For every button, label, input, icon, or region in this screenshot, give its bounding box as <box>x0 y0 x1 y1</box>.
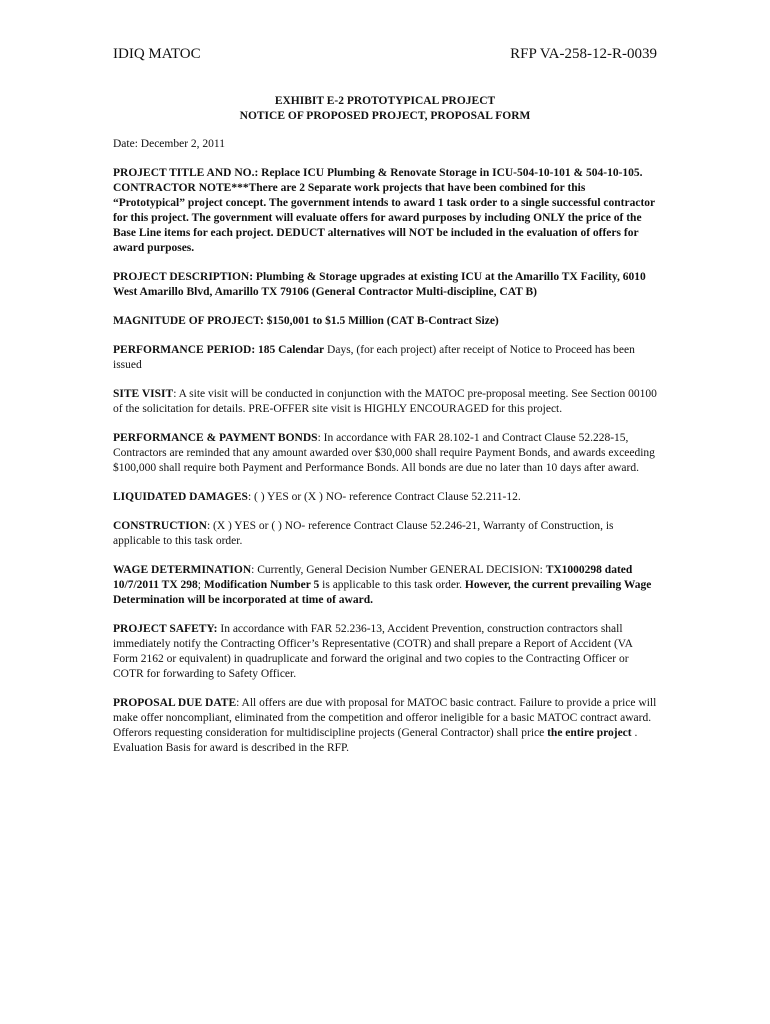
wage-text-3: is applicable to this task order. <box>319 579 465 591</box>
bonds-text: : In accordance with FAR 28.102-1 and Contract Clause 52.228-15, Contractors are reminded that any amount awarded over $30,000 shall require Payment Bonds, and awards exceeding $100,000 shall require both Payment and Performance Bonds. All bonds are due no later than 10 days after award. <box>113 432 655 474</box>
performance-period-text: Days, (for each project) after receipt of Notice to Proceed has been issued <box>113 344 635 371</box>
project-safety-section <box>113 622 658 682</box>
project-description-text: : Plumbing & Storage upgrades at existing ICU at the Amarillo TX Facility, 6010 West Amarillo Blvd, Amarillo TX 79106 (General Contractor Multi-discipline, CAT B) <box>113 271 646 298</box>
header-contract-type: IDIQ MATOC <box>113 46 201 62</box>
magnitude-label: MAGNITUDE OF PROJECT <box>113 315 260 327</box>
project-title-label: PROJECT TITLE AND NO. <box>113 167 255 179</box>
due-date-text-1: : All offers are due with proposal for MATOC basic contract. Failure to provide a price will make offer noncompliant, eliminated from the competition and offeror ineligible for a basic MATOC contract award. Offerors requesting consideration for multidiscipline projects (General Contractor) shall price <box>113 697 657 739</box>
safety-text: In accordance with FAR 52.236-13, Accident Prevention, construction contractors shall immediately notify the Contracting Officer’s Representative (COTR) and shall prepare a Report of Accident (VA Form 2162 or equivalent) in quadruplicate and forward the original and two copies to the Contracting Officer or COTR for forwarding to Safety Officer. <box>113 623 633 680</box>
wage-label: WAGE DETERMINATION <box>113 564 252 576</box>
project-description-label: PROJECT DESCRIPTION <box>113 271 250 283</box>
due-date-label: PROPOSAL DUE DATE <box>113 697 237 709</box>
wage-decision-number: TX1000298 dated 10/7/2011 TX 298 <box>113 564 633 591</box>
header-rfp-number: RFP VA-258-12-R-0039 <box>510 46 657 62</box>
proposal-due-date-section <box>113 696 658 756</box>
construction-section <box>113 519 658 549</box>
project-title-section <box>113 166 658 256</box>
document-body <box>113 137 658 770</box>
due-date-text-2: . Evaluation Basis for award is described in the RFP. <box>113 727 638 754</box>
performance-period-section <box>113 343 658 373</box>
wage-modification: Modification Number 5 <box>203 579 320 591</box>
title-line-2: NOTICE OF PROPOSED PROJECT, PROPOSAL FORM <box>239 110 531 122</box>
date-line: Date: December 2, 2011 <box>113 138 225 150</box>
liquidated-damages-label: LIQUIDATED DAMAGES <box>113 491 248 503</box>
liquidated-damages-text: : ( ) YES or (X ) NO- reference Contract Clause 52.211-12. <box>247 491 521 503</box>
project-description-section <box>113 270 658 300</box>
bonds-label: PERFORMANCE & PAYMENT BONDS <box>113 432 318 444</box>
due-date-entire-project: the entire project <box>547 727 632 739</box>
wage-text-2: ; <box>197 579 204 591</box>
performance-period-label: PERFORMANCE PERIOD <box>113 344 252 356</box>
construction-text: : (X ) YES or ( ) NO- reference Contract Clause 52.246-21, Warranty of Construction, is applicable to this task order. <box>113 520 614 547</box>
construction-label: CONSTRUCTION <box>113 520 207 532</box>
site-visit-text: : A site visit will be conducted in conjunction with the MATOC pre-proposal meeting. See Section 00100 of the solicitation for details. PRE-OFFER site visit is HIGHLY ENCOURAGED for this project. <box>113 388 657 415</box>
wage-note: However, the current prevailing Wage Determination will be incorporated at time of award. <box>113 579 652 606</box>
title-line-1: EXHIBIT E-2 PROTOTYPICAL PROJECT <box>274 95 496 107</box>
page-header <box>113 46 657 70</box>
bonds-section <box>113 431 658 476</box>
liquidated-damages-section <box>113 490 658 505</box>
magnitude-text: : $150,001 to $1.5 Million (CAT B-Contract Size) <box>259 315 499 327</box>
wage-text-1: : Currently, General Decision Number GENERAL DECISION: <box>251 564 546 576</box>
safety-label: PROJECT SAFETY: <box>113 623 218 635</box>
document-title <box>0 94 770 124</box>
performance-period-days: : 185 Calendar <box>251 344 325 356</box>
site-visit-section <box>113 387 658 417</box>
magnitude-section <box>113 314 658 329</box>
site-visit-label: SITE VISIT <box>113 388 174 400</box>
project-title-text: : Replace ICU Plumbing & Renovate Storage in ICU-504-10-101 & 504-10-105. CONTRACTOR NOTE***There are 2 Separate work projects that have been combined for this “Prototypical” project concept. The government intends to award 1 task order to a single successful contractor for this project. The government will evaluate offers for award purposes by including ONLY the price of the Base Line items for each project. DEDUCT alternatives will NOT be included in the evaluation of offers for award purposes. <box>113 167 655 254</box>
wage-determination-section <box>113 563 658 608</box>
